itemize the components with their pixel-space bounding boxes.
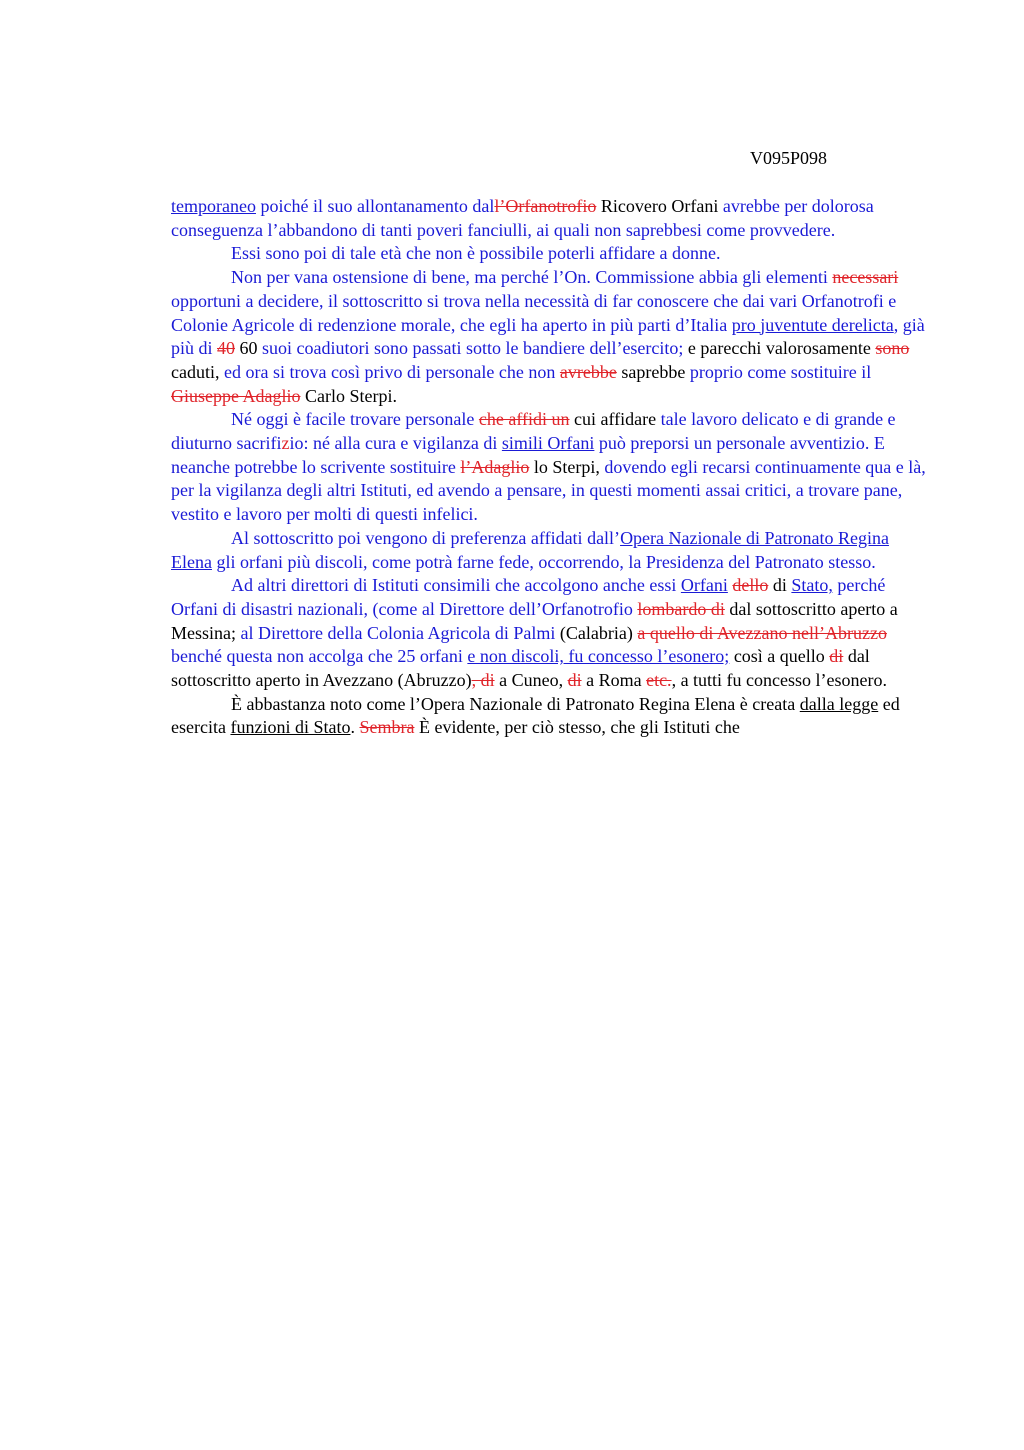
paragraph — [171, 574, 931, 693]
inserted-text: , già più di — [171, 314, 925, 359]
text-run: funzioni di Stato — [230, 717, 351, 738]
deleted-text: etc. — [646, 670, 672, 691]
text-run: (Calabria) — [555, 622, 638, 643]
deleted-text: Sembra — [359, 717, 415, 738]
paragraph — [171, 527, 931, 574]
paragraph — [171, 195, 931, 242]
inserted-text: simili Orfani — [501, 433, 595, 454]
text-run: caduti, — [171, 361, 224, 382]
text-run: Carlo Sterpi. — [300, 385, 397, 406]
inserted-text: e non discoli, fu concesso l’esonero; — [467, 646, 730, 667]
text-run: 60 — [235, 338, 263, 359]
correction-mark: z — [281, 433, 290, 454]
deleted-text: a quello di Avezzano nell’Abruzzo — [637, 622, 887, 643]
paragraph — [171, 266, 931, 408]
page-identifier: V095P098 — [750, 148, 828, 168]
deleted-text: , di — [471, 670, 495, 691]
deleted-text: di — [567, 670, 582, 691]
inserted-text: perché Orfani di disastri nazionali, (come al Direttore dell’Orfanotrofio — [171, 575, 886, 619]
inserted-text: Né oggi è facile trovare personale — [231, 409, 479, 430]
deleted-text: 40 — [217, 338, 236, 359]
document-body — [171, 195, 931, 740]
text-run: dal sottoscritto aperto in Avezzano (Abruzzo) — [171, 646, 870, 691]
deleted-text: che affidi un — [478, 409, 570, 430]
inserted-text: può preporsi un personale avventizio. E neanche potrebbe lo scrivente sostituire — [171, 433, 885, 477]
text-run: lo Sterpi, — [529, 456, 605, 477]
text-run: , a tutti fu concesso l’esonero. — [671, 670, 887, 691]
inserted-text: Al sottoscritto poi vengono di preferenza affidati dall’ — [231, 527, 621, 548]
text-run: a Cuneo, — [494, 670, 568, 691]
text-run: di — [768, 575, 792, 596]
deleted-text: l’Adaglio — [460, 456, 530, 477]
deleted-text: sono — [875, 338, 910, 359]
text-run: dalla legge — [799, 693, 879, 714]
text-run: dal sottoscritto aperto a Messina; — [171, 598, 898, 643]
inserted-text: suoi coadiutori sono passati sotto le bandiere dell’esercito; — [262, 338, 684, 359]
inserted-text: tale lavoro delicato e di grande e diuturno sacrifi — [171, 409, 896, 454]
paragraph — [171, 408, 931, 527]
deleted-text: avrebbe — [559, 361, 617, 382]
inserted-text: Non per vana ostensione di bene, ma perché l’On. Commissione abbia gli elementi — [231, 267, 833, 288]
inserted-text: Essi sono poi di tale età che non è possibile poterli affidare a donne. — [231, 243, 721, 264]
text-run: e parecchi valorosamente — [683, 338, 876, 359]
paragraph — [171, 242, 931, 266]
text-run: Ricovero Orfani — [596, 196, 723, 216]
inserted-text: io: né alla cura e vigilanza di — [289, 433, 502, 454]
inserted-text: ed ora si trova così privo di personale che non — [223, 361, 560, 382]
paragraph — [171, 693, 931, 740]
inserted-text: benché questa non accolga che 25 orfani — [171, 646, 468, 667]
text-run: saprebbe — [616, 361, 690, 382]
inserted-text: proprio come sostituire il — [689, 361, 872, 382]
text-run: cui affidare — [569, 409, 661, 430]
inserted-text: Orfani — [680, 575, 728, 596]
inserted-text: Stato, — [791, 575, 833, 596]
deleted-text: lombardo di — [637, 598, 725, 619]
text-run: così a quello — [729, 646, 830, 667]
inserted-text: avrebbe per dolorosa conseguenza l’abbandono di tanti poveri fanciulli, ai quali non saprebbesi come provvedere. — [171, 196, 874, 240]
inserted-text: pro juventute derelicta — [731, 314, 894, 335]
text-run: a Roma — [581, 670, 647, 691]
deleted-text: l’Orfanotrofio — [494, 196, 597, 216]
inserted-text: gli orfani più discoli, come potrà farne fede, occorrendo, la Presidenza del Patronato stesso. — [211, 551, 876, 572]
text-run: ed esercita — [171, 693, 900, 738]
text-run: . — [350, 717, 360, 738]
deleted-text: necessari — [832, 267, 899, 288]
inserted-text: poiché il suo allontanamento dal — [255, 196, 495, 216]
inserted-text: dovendo egli recarsi continuamente qua e là, per la vigilanza degli altri Istituti, ed avendo a pensare, in questi momenti assai critici, a trovare pane, vestito e lavoro per molti di questi infelici. — [171, 456, 926, 525]
deleted-text: dello — [732, 575, 769, 596]
inserted-text: opportuni a decidere, il sottoscritto si trova nella necessità di far conoscere che dai vari Orfanotrofi e Colonie Agricole di redenzione morale, che egli ha aperto in più parti d’Italia — [171, 290, 897, 335]
text-run: È abbastanza noto come l’Opera Nazionale di Patronato Regina Elena è creata — [231, 693, 800, 714]
text-run: È evidente, per ciò stesso, che gli Istituti che — [414, 717, 740, 738]
deleted-text: Giuseppe Adaglio — [171, 385, 301, 406]
deleted-text: di — [829, 646, 844, 667]
inserted-text: al Direttore della Colonia Agricola di Palmi — [240, 622, 556, 643]
inserted-text: temporaneo — [171, 196, 256, 216]
inserted-text: Opera Nazionale di Patronato Regina Elena — [171, 527, 889, 572]
inserted-text: Ad altri direttori di Istituti consimili che accolgono anche essi — [231, 575, 681, 596]
